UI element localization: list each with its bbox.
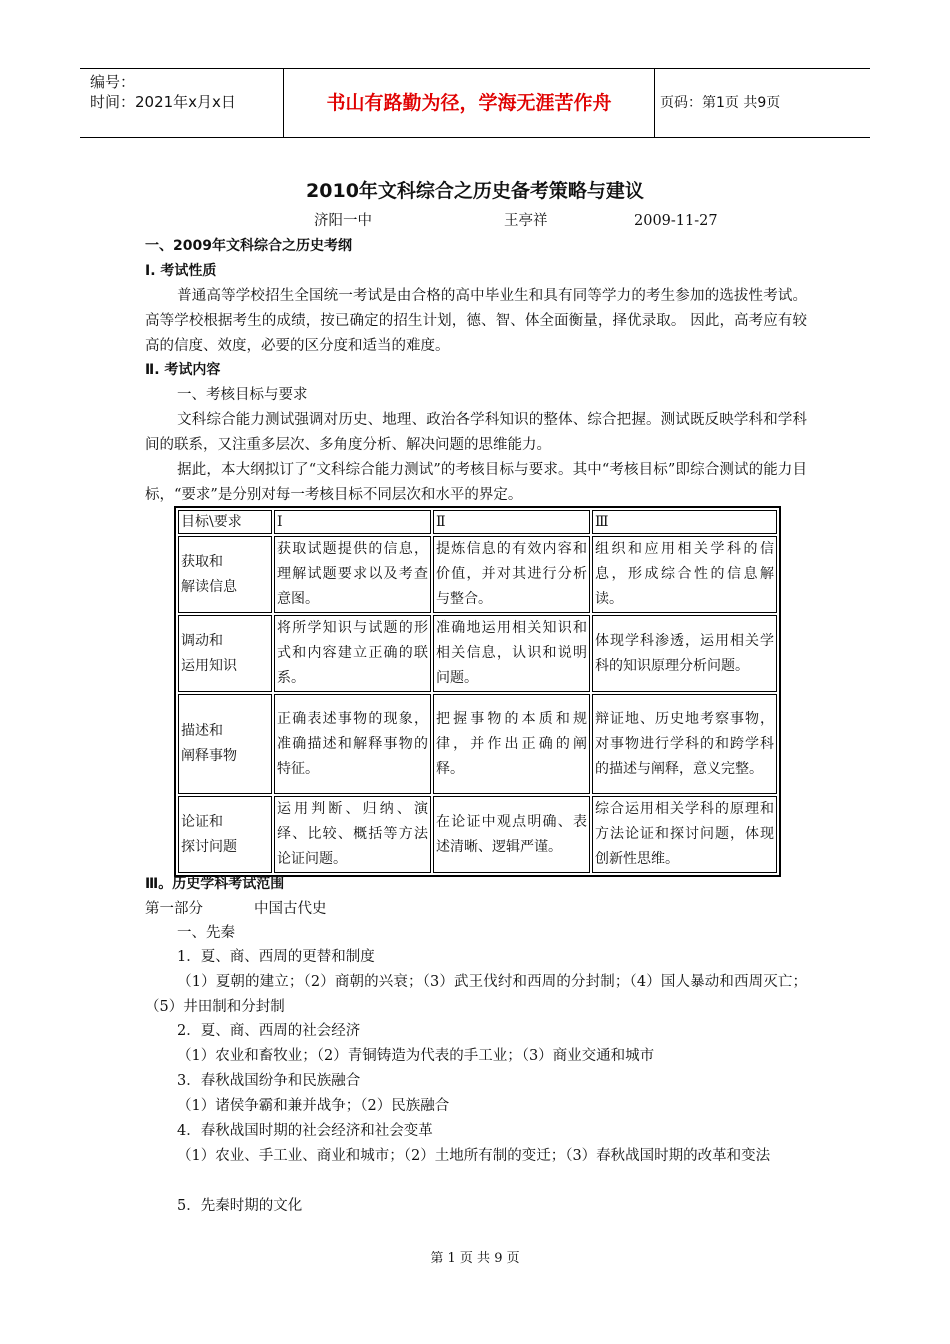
part2-subheading: 一、考核目标与要求 — [177, 387, 308, 403]
list-item-detail-text: （1）夏朝的建立；（2）商朝的兴衰；（3）武王伐纣和西周的分封制；（4）国人暴动和西周灭亡；（5）井田制和分封制 — [145, 974, 807, 1015]
header-page-info: 页码：第1页 共9页 — [660, 95, 781, 111]
part3-subheading: 一、先秦 — [177, 925, 235, 941]
list-item: 1．夏、商、西周的更替和制度 — [177, 949, 375, 965]
part3-heading: Ⅲ。历史学科考试范围 — [145, 876, 285, 892]
part2-paragraph-2 — [145, 458, 807, 508]
page-header — [80, 68, 870, 138]
list-item-detail-text: （1）农业、手工业、商业和城市；（2）土地所有制的变迁；（3）春秋战国时期的改革和变法 — [177, 1148, 771, 1164]
table-cell: 组织和应用相关学科的信息，形成综合性的信息解读。 — [592, 536, 777, 613]
table-cell: 综合运用相关学科的原理和方法论证和探讨问题，体现创新性思维。 — [592, 796, 777, 873]
assessment-table — [174, 506, 781, 877]
part2-paragraph-1-text: 文科综合能力测试强调对历史、地理、政治各学科知识的整体、综合把握。测试既反映学科和学科间的联系，又注重多层次、多角度分析、解决问题的思维能力。 — [145, 412, 807, 453]
list-item-detail: （1）农业和畜牧业；（2）青铜铸造为代表的手工业；（3）商业交通和城市 — [177, 1048, 655, 1064]
page-footer: 第 1 页 共 9 页 — [430, 1251, 520, 1266]
table-cell: 提炼信息的有效内容和价值，并对其进行分析与整合。 — [433, 536, 590, 613]
table-header-cell: Ⅱ — [433, 510, 590, 534]
doc-code-label: 编号： — [90, 73, 136, 91]
table-header-cell: 目标\要求 — [178, 510, 272, 534]
table-cell: 辩证地、历史地考察事物，对事物进行学科的和跨学科的描述与阐释，意义完整。 — [592, 694, 777, 794]
part1-paragraph — [145, 284, 807, 359]
list-item-detail: （1）诸侯争霸和兼并战争；（2）民族融合 — [177, 1098, 450, 1114]
doc-time-label: 时间：2021年x月x日 — [90, 93, 236, 111]
table-row-label: 调动和 运用知识 — [178, 615, 272, 692]
part1-paragraph-text: 普通高等学校招生全国统一考试是由合格的高中毕业生和具有同等学力的考生参加的选拔性考试。高等学校根据考生的成绩，按已确定的招生计划，德、智、体全面衡量，择优录取。 因此，高考应有较高的信度、效度，必要的区分度和适当的难度。 — [145, 288, 807, 354]
document-title: 2010年文科综合之历史备考策略与建议 — [306, 180, 644, 202]
part3-part-label: 第一部分 — [145, 901, 203, 917]
table-row-label: 获取和 解读信息 — [178, 536, 272, 613]
part2-paragraph-1 — [145, 408, 807, 458]
list-item: 2．夏、商、西周的社会经济 — [177, 1023, 361, 1039]
table-cell: 运用判断、归纳、演绎、比较、概括等方法论证问题。 — [274, 796, 431, 873]
table-cell: 正确表述事物的现象，准确描述和解释事物的特征。 — [274, 694, 431, 794]
part2-heading: Ⅱ. 考试内容 — [145, 362, 221, 378]
list-item-detail — [145, 1144, 807, 1169]
table-row — [178, 615, 777, 692]
table-cell: 体现学科渗透，运用相关学科的知识原理分析问题。 — [592, 615, 777, 692]
table-row-label: 论证和 探讨问题 — [178, 796, 272, 873]
list-item: 4．春秋战国时期的社会经济和社会变革 — [177, 1123, 433, 1139]
table-row — [178, 796, 777, 873]
table-cell: 获取试题提供的信息，理解试题要求以及考查意图。 — [274, 536, 431, 613]
table-cell: 在论证中观点明确、表述清晰、逻辑严谨。 — [433, 796, 590, 873]
table-header-cell: Ⅰ — [274, 510, 431, 534]
header-motto: 书山有路勤为径，学海无涯苦作舟 — [283, 69, 655, 137]
table-row — [178, 694, 777, 794]
table-header-cell: Ⅲ — [592, 510, 777, 534]
header-meta — [80, 69, 283, 137]
part2-paragraph-2-text: 据此，本大纲拟订了“文科综合能力测试”的考核目标与要求。其中“考核目标”即综合测试的能力目标，“要求”是分别对每一考核目标不同层次和水平的界定。 — [145, 462, 807, 503]
table-cell: 准确地运用相关知识和相关信息，认识和说明问题。 — [433, 615, 590, 692]
list-item-detail — [145, 970, 807, 1020]
table-cell: 将所学知识与试题的形式和内容建立正确的联系。 — [274, 615, 431, 692]
byline-date: 2009-11-27 — [634, 213, 718, 229]
table-header-row — [178, 510, 777, 534]
table-row-label: 描述和 阐释事物 — [178, 694, 272, 794]
list-item: 3．春秋战国纷争和民族融合 — [177, 1073, 361, 1089]
table-row — [178, 536, 777, 613]
list-item: 5．先秦时期的文化 — [177, 1198, 303, 1214]
section-heading: 一、2009年文科综合之历史考纲 — [145, 238, 352, 254]
part3-part-name: 中国古代史 — [254, 901, 327, 917]
byline-author: 王亭祥 — [504, 213, 548, 229]
part1-heading: Ⅰ. 考试性质 — [145, 263, 217, 279]
byline-school: 济阳一中 — [314, 213, 372, 229]
table-cell: 把握事物的本质和规律，并作出正确的阐释。 — [433, 694, 590, 794]
